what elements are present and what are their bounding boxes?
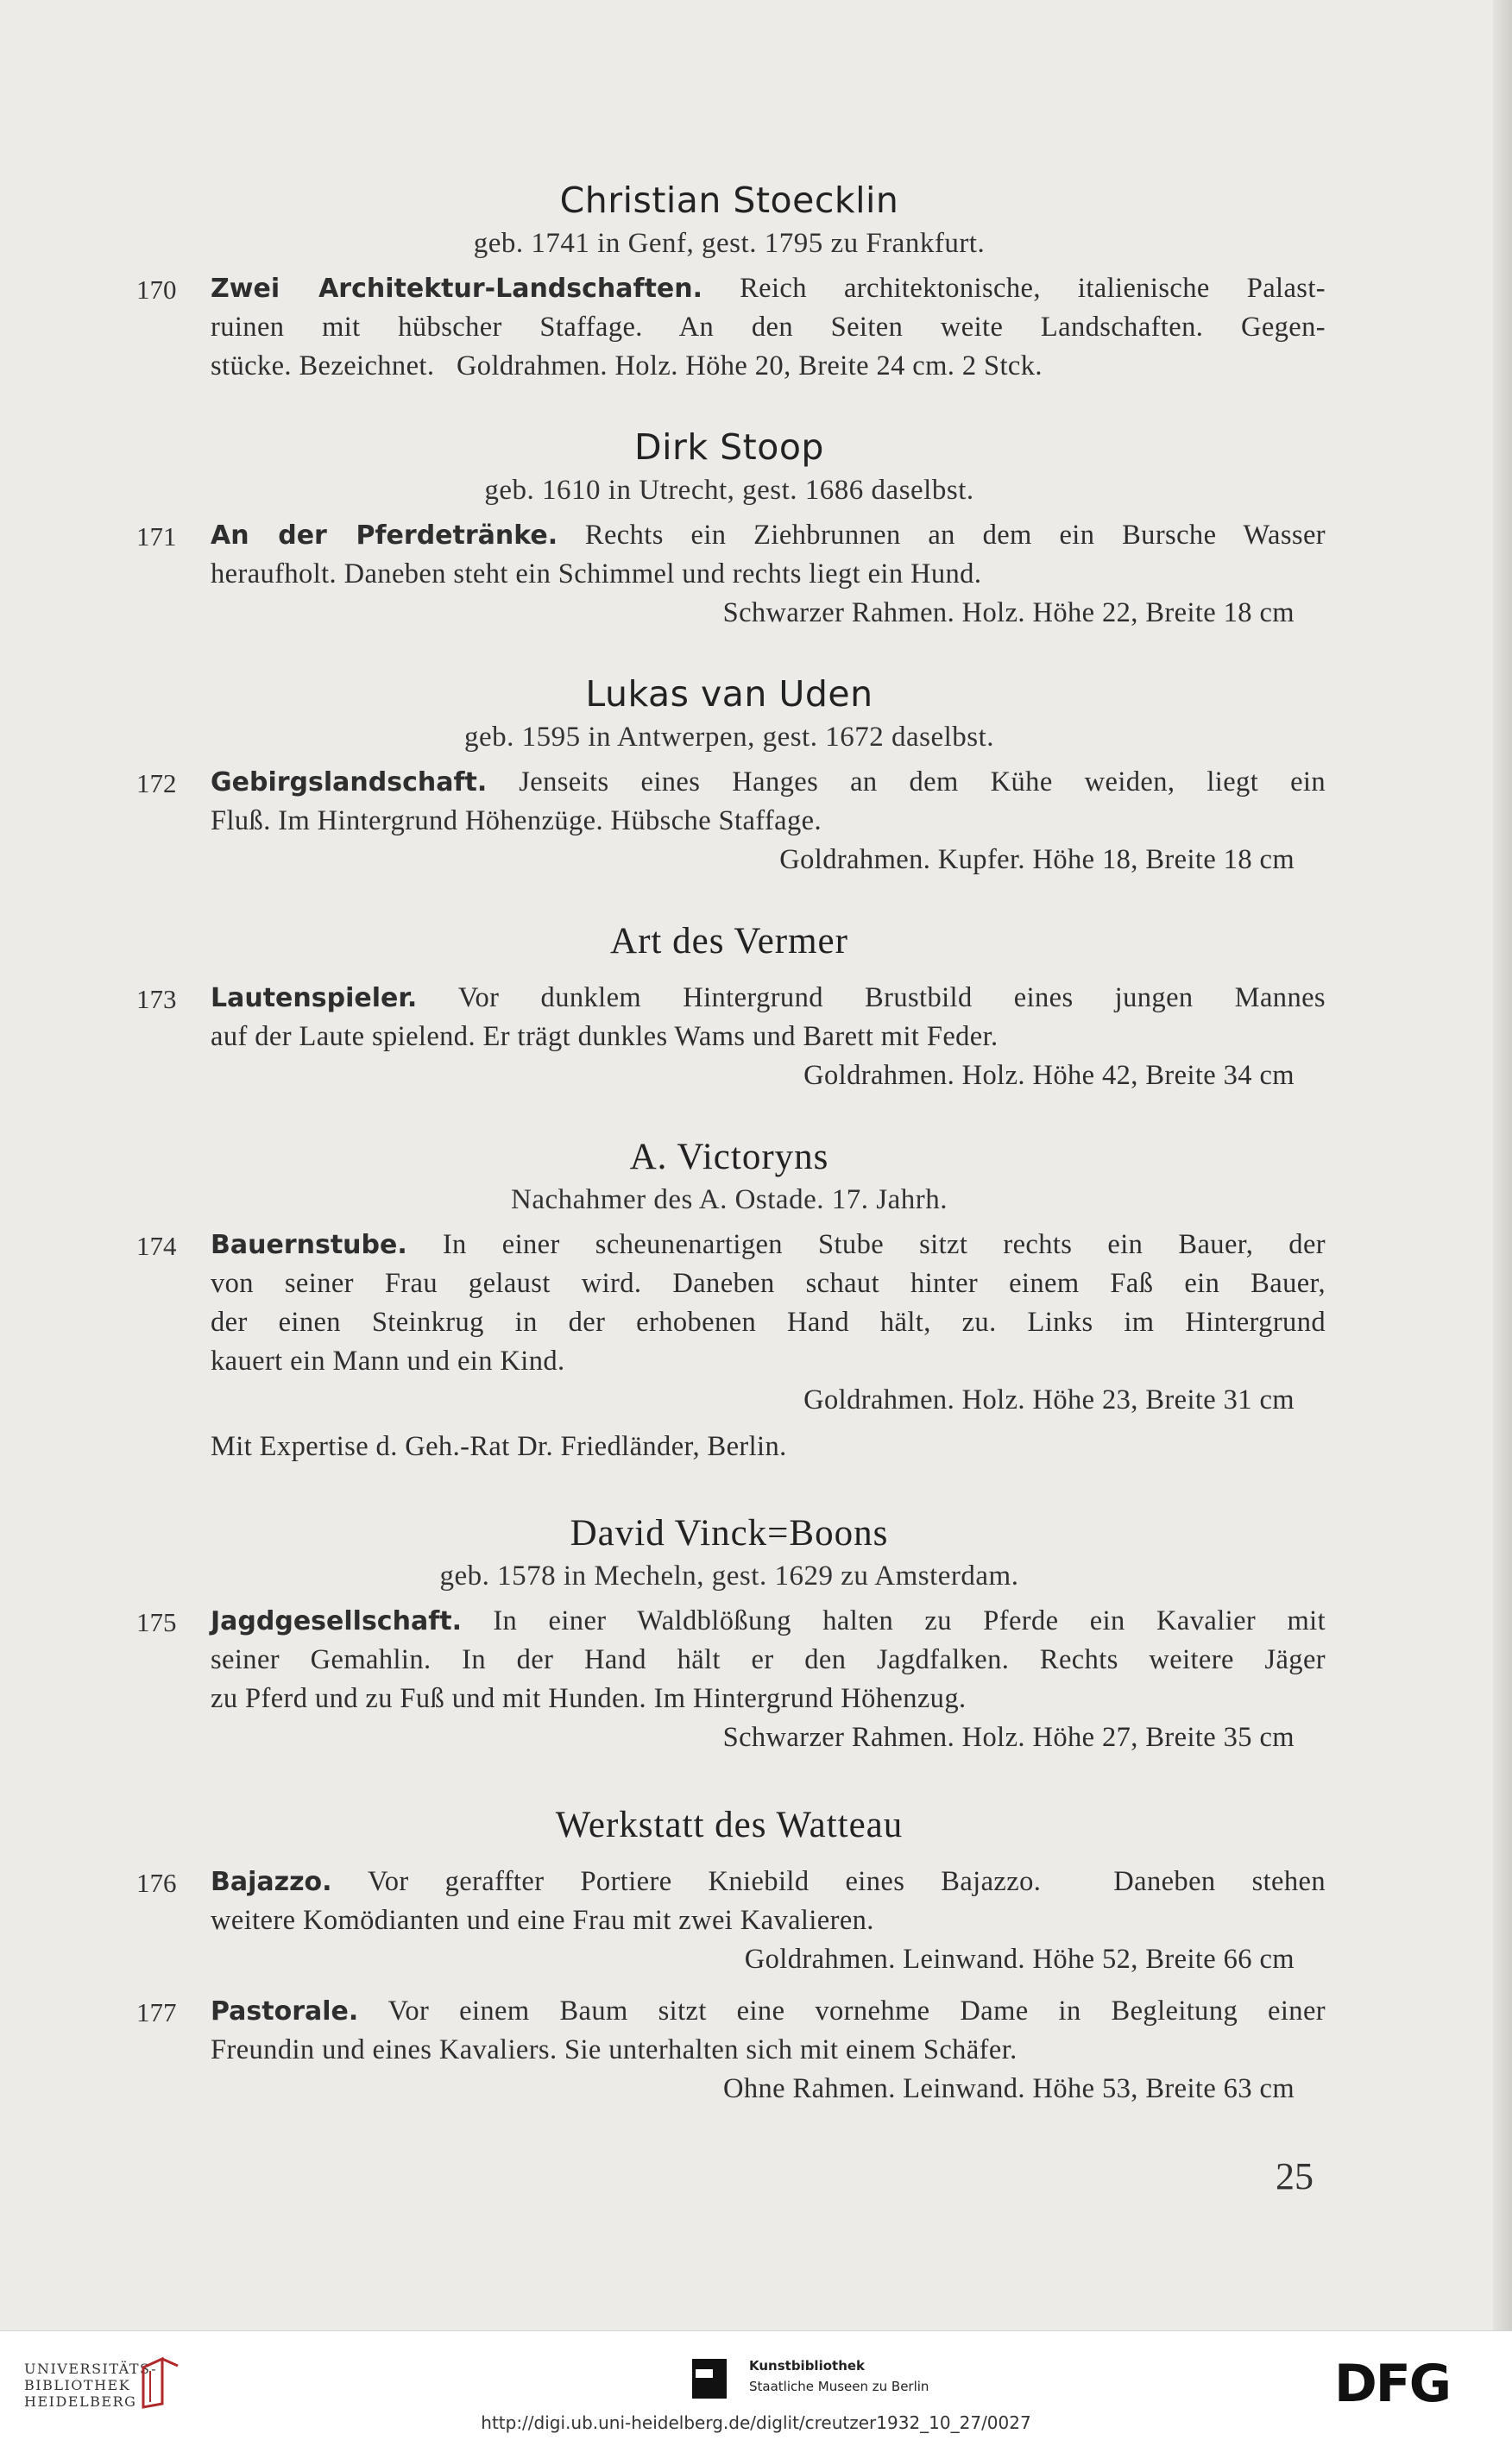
lot-174-line4: kauert ein Mann und ein Kind. (211, 1346, 565, 1377)
lot-170-line2: ruinen mit hübscher Staffage. An den Seiten weite Landschaften. Gegen- (211, 312, 1326, 343)
lot-170-line1 (211, 273, 1326, 305)
lot-174-line3: der einen Steinkrug in der erhobenen Hand hält, zu. Links im Hintergrund (211, 1307, 1326, 1338)
artist-bio-victoryns: Nachahmer des A. Ostade. 17. Jahrh. (511, 1184, 948, 1215)
library-line2: BIBLIOTHEK (24, 2377, 131, 2393)
lot-175-desc1: In einer Waldblößung halten zu Pferde ein Kavalier mit (493, 1605, 1326, 1636)
artist-bio-uden: geb. 1595 in Antwerpen, gest. 1672 daselbst. (463, 722, 995, 753)
lot-171-line1 (211, 520, 1326, 552)
lot-number-171: 171 (136, 521, 177, 552)
artist-bio-vinckboons: geb. 1578 in Mecheln, gest. 1629 zu Amsterdam. (439, 1560, 1019, 1592)
lot-number-172: 172 (136, 768, 177, 798)
kb-line1: Kunstbibliothek (749, 2358, 866, 2374)
lot-176-title: Bajazzo. (211, 1867, 332, 1897)
lot-171-line2: heraufholt. Daneben steht ein Schimmel und rechts liegt ein Hund. (211, 558, 982, 590)
lot-number-176: 176 (136, 1868, 177, 1898)
dfg-logo: DFG (1334, 2354, 1451, 2414)
artist-heading-vermer: Art des Vermer (610, 921, 848, 961)
artist-heading-vinckboons: David Vinck=Boons (570, 1513, 889, 1554)
source-url-link[interactable]: http://digi.ub.uni-heidelberg.de/diglit/creutzer1932_10_27/0027 (481, 2412, 1031, 2433)
lot-174-line1 (211, 1229, 1326, 1261)
lot-174-title: Bauernstube. (211, 1230, 407, 1260)
kunstbibliothek-label (749, 2355, 929, 2397)
library-line3: HEIDELBERG (24, 2393, 137, 2410)
lot-172-frame: Goldrahmen. Kupfer. Höhe 18, Breite 18 cm (779, 844, 1295, 875)
page-edge-shadow (1493, 0, 1512, 2330)
lot-176-line1 (211, 1866, 1326, 1898)
lot-176-line2: weitere Komödianten und eine Frau mit zwei Kavalieren. (211, 1905, 874, 1936)
lot-176-frame: Goldrahmen. Leinwand. Höhe 52, Breite 66 cm (744, 1944, 1295, 1975)
lot-171-frame: Schwarzer Rahmen. Holz. Höhe 22, Breite 18 cm (722, 597, 1295, 628)
lot-number-174: 174 (136, 1231, 177, 1261)
lot-171-desc1: Rechts ein Ziehbrunnen an dem ein Bursche Wasser (584, 520, 1326, 551)
lot-173-line2: auf der Laute spielend. Er trägt dunkles Wams und Barett mit Feder. (211, 1021, 999, 1052)
lot-173-desc1: Vor dunklem Hintergrund Brustbild eines jungen Mannes (457, 982, 1326, 1013)
lot-174-expertise: Mit Expertise d. Geh.-Rat Dr. Friedländer, Berlin. (211, 1431, 787, 1462)
lot-174-line2: von seiner Frau gelaust wird. Daneben schaut hinter einem Faß ein Bauer, (211, 1268, 1326, 1299)
lot-175-line1 (211, 1605, 1326, 1637)
lot-174-frame: Goldrahmen. Holz. Höhe 23, Breite 31 cm (803, 1384, 1295, 1415)
lot-176-desc1: Vor geraffter Portiere Kniebild eines Bajazzo. Daneben stehen (368, 1866, 1326, 1897)
kunstbibliothek-logo-icon (690, 2357, 728, 2400)
lot-number-170: 170 (136, 274, 177, 305)
artist-heading-stoecklin: Christian Stoecklin (559, 180, 899, 221)
lot-number-177: 177 (136, 1997, 177, 2027)
lot-172-line1 (211, 766, 1326, 798)
lot-170-line3: stücke. Bezeichnet. Goldrahmen. Holz. Höhe 20, Breite 24 cm. 2 Stck. (211, 350, 1043, 381)
lot-173-frame: Goldrahmen. Holz. Höhe 42, Breite 34 cm (803, 1060, 1295, 1091)
artist-heading-watteau: Werkstatt des Watteau (555, 1805, 904, 1845)
lot-177-line1 (211, 1996, 1326, 2027)
page-number: 25 (1276, 2155, 1314, 2197)
lot-177-title: Pastorale. (211, 1996, 359, 2027)
library-line1: UNIVERSITÄTS- (24, 2361, 157, 2377)
lot-177-frame: Ohne Rahmen. Leinwand. Höhe 53, Breite 63 cm (722, 2073, 1295, 2104)
university-library-logo-icon (136, 2354, 185, 2409)
lot-177-desc1: Vor einem Baum sitzt eine vornehme Dame in Begleitung einer (387, 1996, 1326, 2027)
lot-172-title: Gebirgslandschaft. (211, 767, 488, 798)
lot-number-175: 175 (136, 1607, 177, 1637)
lot-171-title: An der Pferdetränke. (211, 520, 558, 551)
artist-bio-stoop: geb. 1610 in Utrecht, gest. 1686 daselbst. (484, 475, 974, 506)
lot-number-173: 173 (136, 984, 177, 1014)
lot-175-line3: zu Pferd und zu Fuß und mit Hunden. Im Hintergrund Höhenzug. (211, 1683, 967, 1714)
lot-172-line2: Fluß. Im Hintergrund Höhenzüge. Hübsche Staffage. (211, 805, 822, 836)
lot-173-line1 (211, 982, 1326, 1014)
lot-175-title: Jagdgesellschaft. (211, 1606, 462, 1636)
lot-175-frame: Schwarzer Rahmen. Holz. Höhe 27, Breite 35 cm (722, 1722, 1295, 1753)
digitization-footer (0, 2330, 1512, 2440)
lot-170-title: Zwei Architektur-Landschaften. (211, 274, 703, 304)
artist-heading-victoryns: A. Victoryns (629, 1137, 829, 1177)
lot-174-desc1: In einer scheunenartigen Stube sitzt rechts ein Bauer, der (442, 1229, 1326, 1260)
lot-177-line2: Freundin und eines Kavaliers. Sie unterhalten sich mit einem Schäfer. (211, 2034, 1017, 2065)
artist-heading-uden: Lukas van Uden (585, 673, 873, 715)
lot-170-desc1: Reich architektonische, italienische Palast- (740, 273, 1326, 304)
lot-172-desc1: Jenseits eines Hanges an dem Kühe weiden, liegt ein (519, 766, 1326, 798)
kb-line2: Staatliche Museen zu Berlin (749, 2379, 929, 2394)
lot-175-line2: seiner Gemahlin. In der Hand hält er den Jagdfalken. Rechts weitere Jäger (211, 1644, 1326, 1675)
artist-bio-stoecklin: geb. 1741 in Genf, gest. 1795 zu Frankfurt. (473, 228, 986, 259)
artist-heading-stoop: Dirk Stoop (634, 426, 824, 468)
lot-173-title: Lautenspieler. (211, 983, 418, 1013)
